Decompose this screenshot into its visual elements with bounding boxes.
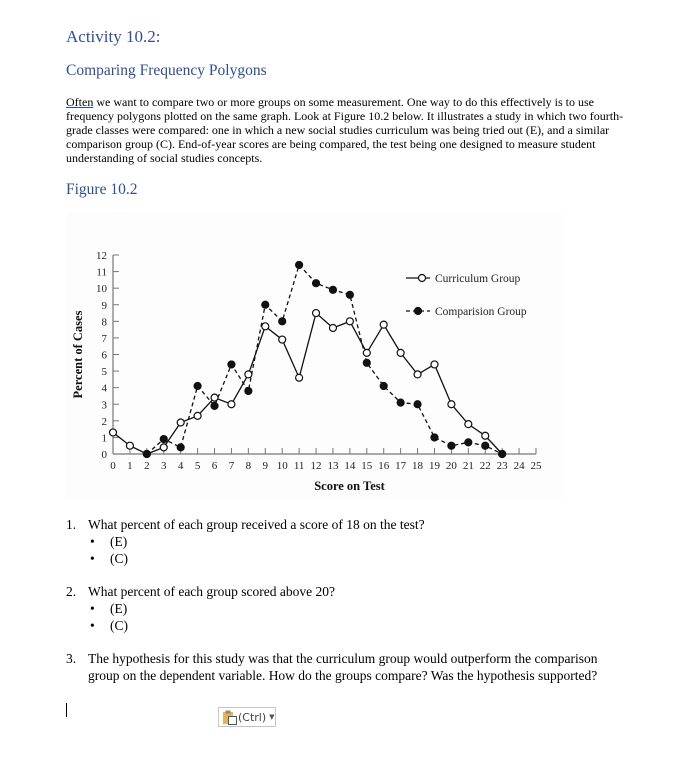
x-tick-label: 13 [327,460,339,472]
comparison-data-point [414,401,421,408]
curriculum-data-point [245,371,252,378]
x-tick-label: 10 [276,460,288,472]
comparison-data-point [279,318,286,325]
comparison-data-point [329,286,336,293]
question-3 [66,650,626,684]
comparison-data-point [363,359,370,366]
paste-options-label: (Ctrl) [238,710,267,724]
x-tick-label: 4 [177,460,184,472]
y-tick-label: 4 [101,382,107,395]
curriculum-data-point [465,421,472,428]
spell-check-word[interactable]: Often [66,95,94,109]
figure-chart[interactable] [66,212,563,498]
x-tick-label: 0 [110,460,116,472]
comparison-data-point [160,436,167,443]
comparison-data-point [448,442,455,449]
comparison-data-point [211,402,218,409]
curriculum-data-point [380,321,387,328]
legend-comparison-label: Comparision Group [435,306,527,318]
x-tick-label: 2 [144,460,150,472]
question-number: 2. [66,584,77,599]
y-tick-label: 2 [101,415,107,428]
curriculum-series-line [113,313,502,454]
question-text: The hypothesis for this study was that the curriculum group would outperform the comparison group on the dependent variable. How do the groups compare? Was the hypothesis supported? [88,651,598,683]
legend-open-circle-icon [419,275,426,282]
curriculum-data-point [414,371,421,378]
clipboard-icon [222,710,238,725]
y-tick-label: 8 [101,316,107,329]
intro-paragraph [66,95,626,165]
x-tick-label: 20 [445,460,457,472]
y-axis-title: Percent of Cases [71,310,85,399]
y-tick-label: 5 [101,366,107,379]
answer-bullet-e: • (E) [88,533,626,550]
text-cursor [66,703,67,717]
comparison-data-point [499,451,506,458]
x-tick-label: 22 [479,460,491,472]
comparison-data-point [177,444,184,451]
x-tick-label: 11 [293,460,305,472]
comparison-data-point [465,439,472,446]
question-text: What percent of each group scored above 20? [88,584,336,599]
paste-options-button[interactable] [218,707,276,727]
curriculum-data-point [160,444,167,451]
curriculum-data-point [279,336,286,343]
x-tick-label: 9 [262,460,269,472]
question-list [66,516,626,700]
curriculum-data-point [482,432,489,439]
y-tick-label: 9 [101,299,107,312]
question-number: 1. [66,517,77,532]
curriculum-data-point [397,349,404,356]
comparison-data-point [143,451,150,458]
y-tick-label: 3 [101,399,107,412]
answer-bullet-e: • (E) [88,600,626,617]
y-tick-label: 12 [96,250,107,262]
question-text: What percent of each group received a score of 18 on the test? [88,517,425,532]
comparison-data-point [262,301,269,308]
curriculum-data-point [194,412,201,419]
curriculum-data-point [228,401,235,408]
x-tick-label: 1 [127,460,133,472]
question-2 [66,583,626,634]
figure-label: Figure 10.2 [66,181,138,198]
comparison-data-point [482,442,489,449]
curriculum-data-point [211,394,218,401]
comparison-data-point [431,434,438,441]
x-tick-label: 14 [344,460,356,472]
x-tick-label: 21 [462,460,474,472]
y-tick-label: 0 [101,449,107,461]
y-tick-label: 1 [101,432,107,445]
comparison-data-point [228,361,235,368]
curriculum-data-point [363,349,370,356]
x-axis-title: Score on Test [314,479,385,493]
y-tick-label: 11 [96,266,107,279]
x-tick-label: 24 [513,460,525,472]
x-tick-label: 7 [228,460,235,472]
curriculum-data-point [126,442,133,449]
x-tick-label: 3 [161,460,167,472]
curriculum-data-point [313,310,320,317]
curriculum-data-point [431,361,438,368]
legend-curriculum-label: Curriculum Group [435,273,521,285]
y-tick-label: 10 [96,283,107,296]
curriculum-data-point [110,429,117,436]
comparison-data-point [346,291,353,298]
answer-bullet-c: • (C) [88,617,626,634]
comparison-data-point [296,261,303,268]
question-number: 3. [66,651,77,666]
x-tick-label: 17 [395,460,407,472]
activity-title: Activity 10.2: [66,27,161,46]
comparison-series-line [147,265,502,454]
comparison-data-point [245,387,252,394]
x-tick-label: 6 [211,460,218,472]
x-tick-label: 23 [496,460,508,472]
x-tick-label: 19 [428,460,440,472]
x-tick-label: 12 [310,460,322,472]
intro-text: we want to compare two or more groups on some measurement. One way to do this effectively is to use frequency polygons plotted on the same graph. Look at Figure 10.2 below. It illustrates a study in which two fourth-grade classes were compared: one in which a new social studies curriculum was being tried out (E), and a similar comparison group (C). End-of-year scores are being compared, the test being one designed to measure student understanding of social studies concepts. [66,95,624,165]
comparison-data-point [313,280,320,287]
curriculum-data-point [329,324,336,331]
curriculum-data-point [296,374,303,381]
curriculum-data-point [448,401,455,408]
frequency-polygon-chart [66,212,563,498]
curriculum-data-point [262,323,269,330]
x-tick-label: 25 [530,460,542,472]
x-tick-label: 18 [412,460,424,472]
x-tick-label: 8 [245,460,252,472]
y-tick-label: 7 [101,332,107,345]
comparison-data-point [194,383,201,390]
question-1 [66,516,626,567]
y-tick-label: 6 [101,349,107,362]
answer-bullet-c: • (C) [88,550,626,567]
legend-filled-circle-icon [415,308,422,315]
comparison-data-point [380,383,387,390]
curriculum-data-point [346,318,353,325]
comparison-data-point [397,399,404,406]
curriculum-data-point [177,419,184,426]
x-tick-label: 16 [378,460,390,472]
section-subtitle: Comparing Frequency Polygons [66,62,267,79]
x-tick-label: 15 [361,460,373,472]
x-tick-label: 5 [194,460,201,472]
chevron-down-icon: ▼ [269,713,275,721]
